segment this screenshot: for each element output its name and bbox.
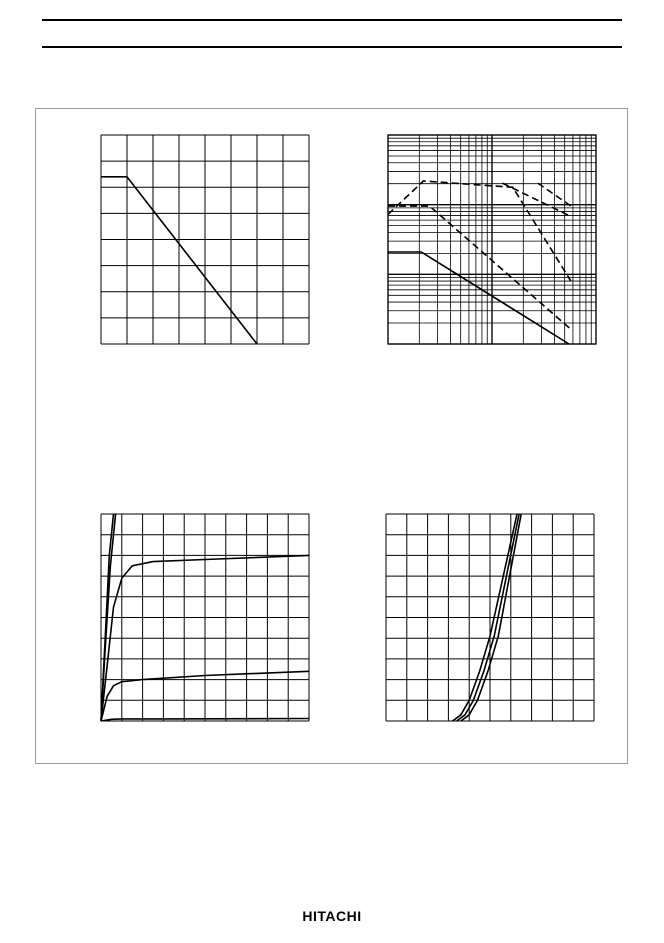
power-derating-chart (101, 135, 309, 344)
transfer-characteristics-chart (386, 514, 594, 721)
header-rule-top (42, 19, 622, 21)
brand-logo: HITACHI (302, 908, 362, 924)
safe-operating-area-chart (388, 135, 596, 344)
output-characteristics-chart (101, 514, 309, 721)
header-rule-bottom (42, 46, 622, 48)
series-line-3 (388, 181, 571, 281)
